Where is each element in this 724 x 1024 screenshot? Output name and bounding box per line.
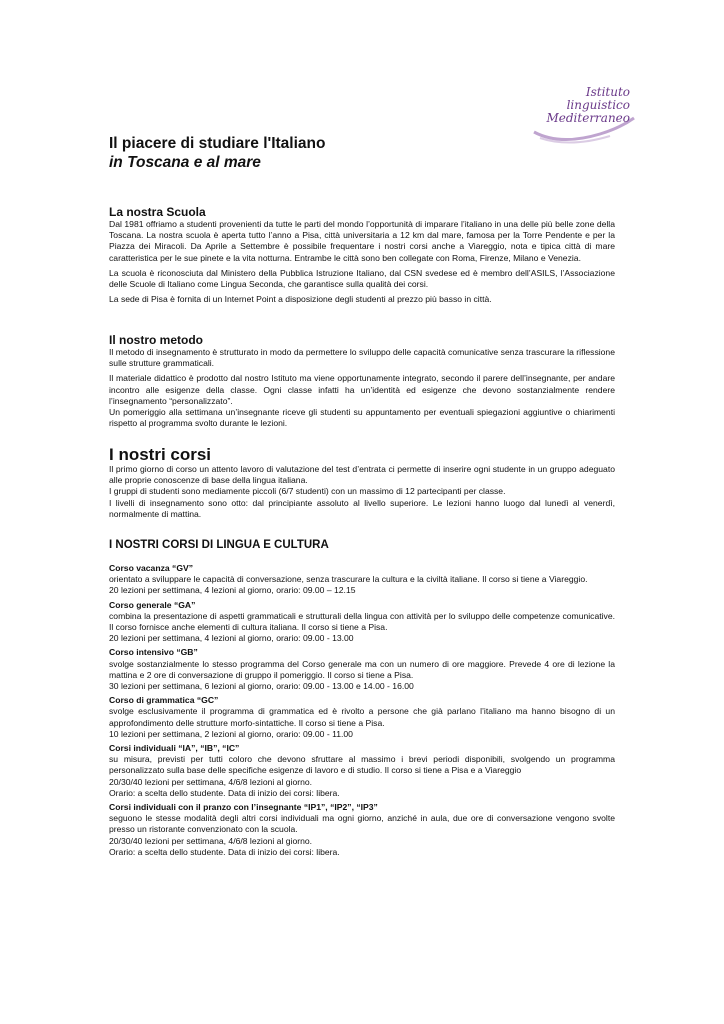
logo-line-3: Mediterraneo: [546, 111, 630, 125]
course-description: combina la presentazione di aspetti grammaticali e strutturali della lingua con attività per lo sviluppo delle competenze comunicative. Il corso fornisce anche elementi di cultura italiana. Il corso si tiene a Pisa.: [109, 610, 615, 633]
paragraph: Dal 1981 offriamo a studenti provenienti da tutte le parti del mondo l’opportunità di imparare l’italiano in una delle più belle zone della Toscana. La nostra scuola è aperta tutto l’anno a Pisa, città universitaria a 12 km dal mare, famosa per la Torre Pendente e per la Piazza dei Miracoli. Da Aprile a Settembre è possibile frequentare i nostri corsi anche a Viareggio, nota e tipica città di mare caratteristica per le sue pinete e la vita notturna. Entrambe le città sono ben collegate con Roma, Firenze, Milano e Venezia.: [109, 219, 615, 263]
paragraph: Il materiale didattico è prodotto dal nostro Istituto ma viene opportunamente integrato, secondo il parere dell’insegnante, per andare incontro alle esigenze della classe. Ogni classe infatti ha un’identità ed esigenze che devono sostanzialmente rendere l’insegnamento “personalizzato”.: [109, 373, 615, 406]
course-entry: [109, 743, 615, 799]
paragraph: La scuola è riconosciuta dal Ministero della Pubblica Istruzione Italiano, dal CSN svedese ed è membro dell’ASILS, l’Associazione delle Scuole di Italiano come Lingua Seconda, che garantisce sulla qualità dei corsi.: [109, 267, 615, 290]
course-entry: [109, 647, 615, 692]
title-line-2: in Toscana e al mare: [109, 154, 261, 171]
course-hours: 30 lezioni per settimana, 6 lezioni al giorno, orario: 09.00 - 13.00 e 14.00 - 16.00: [109, 681, 414, 692]
section-heading: Il nostro metodo: [109, 333, 203, 347]
course-title: Corsi individuali “IA”, “IB”, “IC”: [109, 743, 240, 754]
course-schedule: Orario: a scelta dello studente. Data di inizio dei corsi: libera.: [109, 846, 340, 857]
course-title: Corso generale “GA”: [109, 599, 196, 610]
course-title: Corso vacanza “GV”: [109, 563, 194, 573]
paragraph: Un pomeriggio alla settimana un’insegnante riceve gli studenti su appuntamento per eventuali spiegazioni aggiuntive o chiarimenti rispetto al programma svolto durante le lezioni.: [109, 407, 615, 429]
section-lingua-cultura: [109, 538, 615, 861]
logo-text: [546, 86, 630, 125]
course-entry: [109, 695, 615, 740]
section-scuola: [109, 205, 615, 309]
course-entry: [109, 600, 615, 645]
course-description: seguono le stesse modalità degli altri corsi individuali ma ogni giorno, anziché in aula, due ore di conversazione vengono svolte presso un ristorante convenzionato con la scuola.: [109, 813, 615, 835]
paragraph: I livelli di insegnamento sono otto: dal principiante assoluto al livello superiore. Le lezioni hanno luogo dal lunedì al venerdì, normalmente di mattina.: [109, 497, 615, 519]
logo-line-2: linguistico: [566, 98, 630, 112]
paragraph: Il metodo di insegnamento è strutturato in modo da permettere lo sviluppo delle capacità comunicative senza trascurare la riflessione sulle strutture grammaticali.: [109, 347, 615, 369]
course-title: Corsi individuali con il pranzo con l’insegnante “IP1”, “IP2”, “IP3”: [109, 802, 378, 813]
paragraph: I gruppi di studenti sono mediamente piccoli (6/7 studenti) con un massimo di 12 partecipanti per classe.: [109, 486, 506, 497]
paragraph: La sede di Pisa è fornita di un Internet Point a disposizione degli studenti al prezzo più basso in città.: [109, 294, 492, 305]
section-corsi: [109, 445, 615, 524]
course-hours: 20 lezioni per settimana, 4 lezioni al giorno, orario: 09.00 - 13.00: [109, 633, 354, 644]
section-heading: I nostri corsi: [109, 445, 212, 464]
section-heading: La nostra Scuola: [109, 205, 206, 219]
section-heading: I NOSTRI CORSI DI LINGUA E CULTURA: [109, 539, 329, 551]
course-title: Corso di grammatica “GC”: [109, 695, 219, 706]
title-line-1: Il piacere di studiare l'Italiano: [109, 135, 326, 152]
course-description: su misura, previsti per tutti coloro che devono sfruttare al massimo i brevi periodi disponibili, svolgendo un programma personalizzato sulla base delle specifiche esigenze di lavoro e di studio. Il corso si tiene a Pisa e a Viareggio: [109, 754, 615, 776]
course-entry: [109, 563, 615, 597]
institute-logo: [530, 82, 640, 146]
course-entry: [109, 802, 615, 858]
course-description: svolge esclusivamente il programma di grammatica ed è rivolto a persone che già parlano l’italiano ma hanno bisogno di un approfondimento delle strutture morfo-sintattiche. Il corso si tiene a Pisa.: [109, 706, 615, 728]
course-hours: 10 lezioni per settimana, 2 lezioni al giorno, orario: 09.00 - 11.00: [109, 728, 353, 739]
logo-line-1: Istituto: [585, 85, 630, 99]
paragraph: Il primo giorno di corso un attento lavoro di valutazione del test d’entrata ci permette di inserire ogni studente in un gruppo adeguato alle proprie conoscenze di base della lingua italiana.: [109, 464, 615, 486]
section-metodo: [109, 333, 615, 433]
course-title: Corso intensivo “GB”: [109, 647, 198, 658]
course-schedule: Orario: a scelta dello studente. Data di inizio dei corsi: libera.: [109, 787, 340, 798]
course-description: svolge sostanzialmente lo stesso programma del Corso generale ma con un numero di ore maggiore. Prevede 4 ore di lezione la mattina e 2 ore di conversazione di gruppo il pomeriggio. Il corso si tiene a Pisa.: [109, 658, 615, 680]
course-description: orientato a sviluppare le capacità di conversazione, senza trascurare la cultura e la civiltà italiane. Il corso si tiene a Viareggio.: [109, 574, 588, 585]
course-hours: 20/30/40 lezioni per settimana, 4/6/8 lezioni al giorno.: [109, 776, 313, 787]
course-hours: 20/30/40 lezioni per settimana, 4/6/8 lezioni al giorno.: [109, 835, 313, 846]
course-hours: 20 lezioni per settimana, 4 lezioni al giorno, orario: 09.00 – 12.15: [109, 585, 356, 596]
document-title: [109, 134, 529, 172]
